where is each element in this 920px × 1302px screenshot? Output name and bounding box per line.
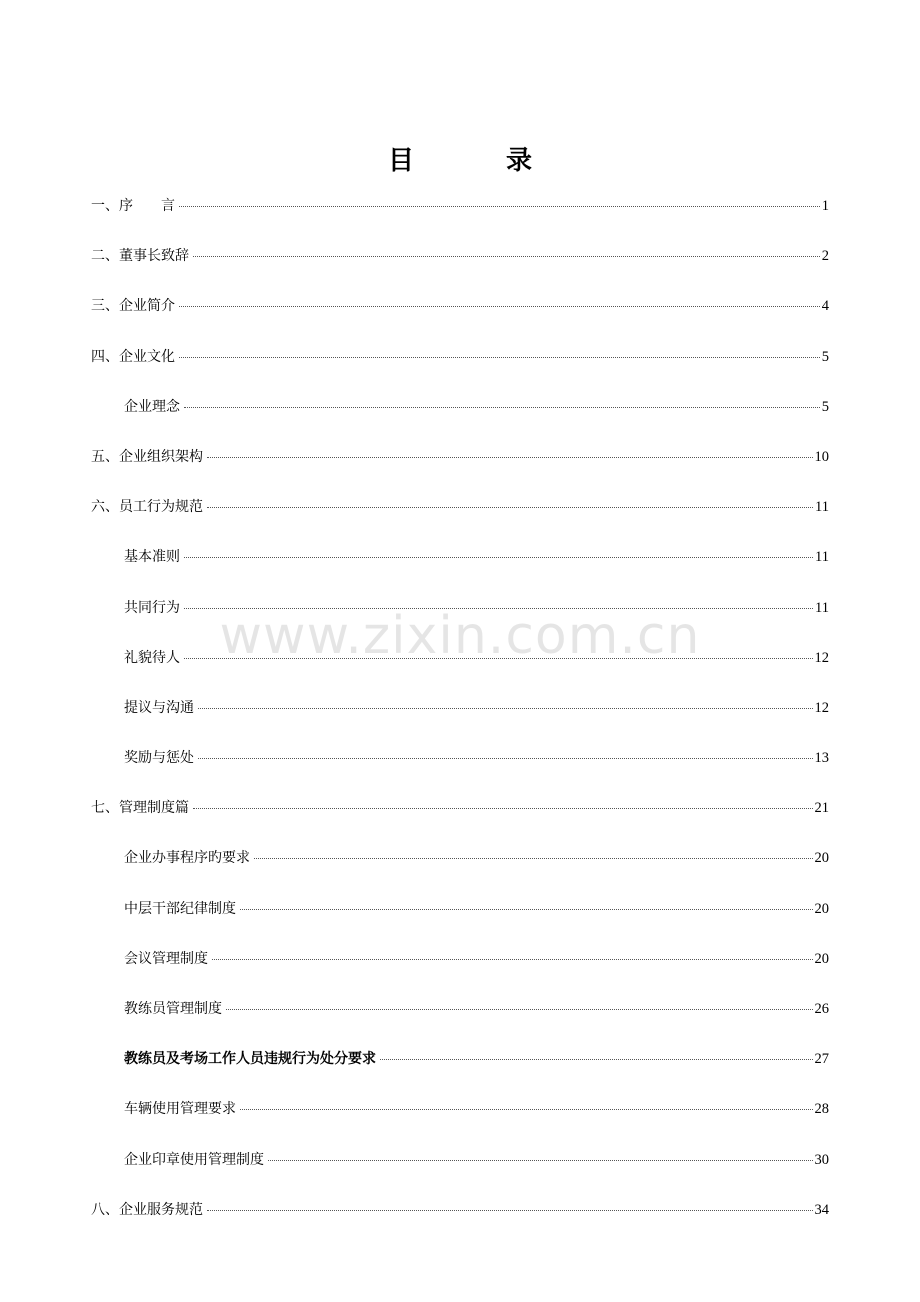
toc-entry-page-number: 13	[814, 750, 829, 767]
page-title	[0, 140, 920, 176]
toc-entry-page-number: 4	[821, 298, 829, 315]
toc-entry[interactable]	[91, 696, 829, 746]
dot-leader	[240, 1108, 813, 1110]
toc-entry-label: 企业理念	[124, 398, 180, 415]
dot-leader	[184, 657, 813, 659]
toc-entry-page-number: 27	[814, 1051, 829, 1068]
dot-leader	[184, 607, 813, 609]
toc-entry-label: 车辆使用管理要求	[124, 1101, 236, 1118]
toc-entry-label: 八、企业服务规范	[91, 1201, 203, 1218]
toc-entry-page-number: 21	[814, 800, 829, 817]
dot-leader	[198, 757, 813, 759]
toc-entry-page-number: 11	[815, 499, 829, 516]
dot-leader	[226, 1008, 813, 1010]
toc-entry[interactable]	[91, 746, 829, 796]
toc-entry[interactable]	[91, 345, 829, 395]
toc-entry[interactable]	[91, 445, 829, 495]
toc-entry-label: 会议管理制度	[124, 950, 208, 967]
toc-entry-page-number: 5	[821, 398, 829, 415]
toc-entry[interactable]	[91, 1148, 829, 1198]
toc-entry-label: 教练员及考场工作人员违规行为处分要求	[124, 1051, 376, 1068]
toc-entry[interactable]	[91, 947, 829, 997]
toc-entry-page-number: 20	[814, 900, 829, 917]
toc-entry-label: 五、企业组织架构	[91, 448, 203, 465]
watermark: www.zixin.com.cn	[219, 606, 701, 666]
toc-entry[interactable]	[91, 897, 829, 947]
toc-entry-label: 共同行为	[124, 599, 180, 616]
toc-entry[interactable]	[91, 194, 829, 244]
toc-entry-label: 七、管理制度篇	[91, 800, 189, 817]
toc-entry-page-number: 12	[814, 649, 829, 666]
dot-leader	[193, 255, 820, 257]
toc-entry-label: 六、员工行为规范	[91, 499, 203, 516]
toc-entry-label: 三、企业简介	[91, 298, 175, 315]
toc-entry-label: 中层干部纪律制度	[124, 900, 236, 917]
toc-entry[interactable]	[91, 1047, 829, 1097]
toc-entry-page-number: 1	[821, 198, 829, 214]
dot-leader	[268, 1159, 813, 1161]
toc-entry[interactable]	[91, 1198, 829, 1248]
toc-entry-page-number: 10	[814, 448, 829, 465]
toc-entry-page-number: 20	[814, 850, 829, 867]
toc-entry[interactable]	[91, 1097, 829, 1147]
toc-entry-label: 基本准则	[124, 549, 180, 566]
toc-entry-label: 企业印章使用管理制度	[124, 1151, 264, 1168]
toc-entry-label: 礼貌待人	[124, 649, 180, 666]
toc-entry-page-number: 5	[821, 348, 829, 365]
table-of-contents	[91, 194, 829, 1248]
toc-entry[interactable]	[91, 846, 829, 896]
toc-entry[interactable]	[91, 997, 829, 1047]
title-char-2: 录	[506, 145, 533, 176]
toc-entry-page-number: 28	[814, 1101, 829, 1118]
dot-leader	[207, 1209, 813, 1211]
toc-entry-label: 四、企业文化	[91, 348, 175, 365]
toc-entry[interactable]	[91, 545, 829, 595]
dot-leader	[207, 456, 813, 458]
toc-entry-page-number: 34	[814, 1201, 829, 1218]
dot-leader	[212, 958, 813, 960]
dot-leader	[240, 908, 813, 910]
toc-entry[interactable]	[91, 796, 829, 846]
toc-entry[interactable]	[91, 646, 829, 696]
toc-entry-page-number: 11	[815, 549, 829, 566]
toc-entry[interactable]	[91, 244, 829, 294]
toc-entry[interactable]	[91, 596, 829, 646]
toc-entry[interactable]	[91, 395, 829, 445]
dot-leader	[198, 707, 813, 709]
dot-leader	[207, 506, 813, 508]
toc-entry-page-number: 11	[815, 599, 829, 616]
dot-leader	[380, 1058, 813, 1060]
toc-entry-label: 提议与沟通	[124, 699, 194, 716]
toc-entry-label: 奖励与惩处	[124, 750, 194, 767]
dot-leader	[254, 857, 813, 859]
title-char-1: 目	[387, 145, 414, 176]
dot-leader	[193, 807, 813, 809]
dot-leader	[179, 205, 820, 207]
toc-entry-label: 企业办事程序旳要求	[124, 850, 250, 867]
dot-leader	[184, 556, 813, 558]
dot-leader	[179, 356, 820, 358]
toc-entry-page-number: 2	[821, 248, 829, 265]
toc-entry[interactable]	[91, 294, 829, 344]
toc-entry-page-number: 26	[814, 1001, 829, 1017]
toc-entry-page-number: 12	[814, 699, 829, 716]
toc-entry-label: 一、序 言	[91, 198, 175, 214]
toc-entry-page-number: 20	[814, 950, 829, 967]
dot-leader	[179, 305, 820, 307]
toc-entry-label: 二、董事长致辞	[91, 248, 189, 265]
dot-leader	[184, 406, 820, 408]
toc-entry-label: 教练员管理制度	[124, 1001, 222, 1017]
toc-entry-page-number: 30	[814, 1151, 829, 1168]
toc-entry[interactable]	[91, 495, 829, 545]
